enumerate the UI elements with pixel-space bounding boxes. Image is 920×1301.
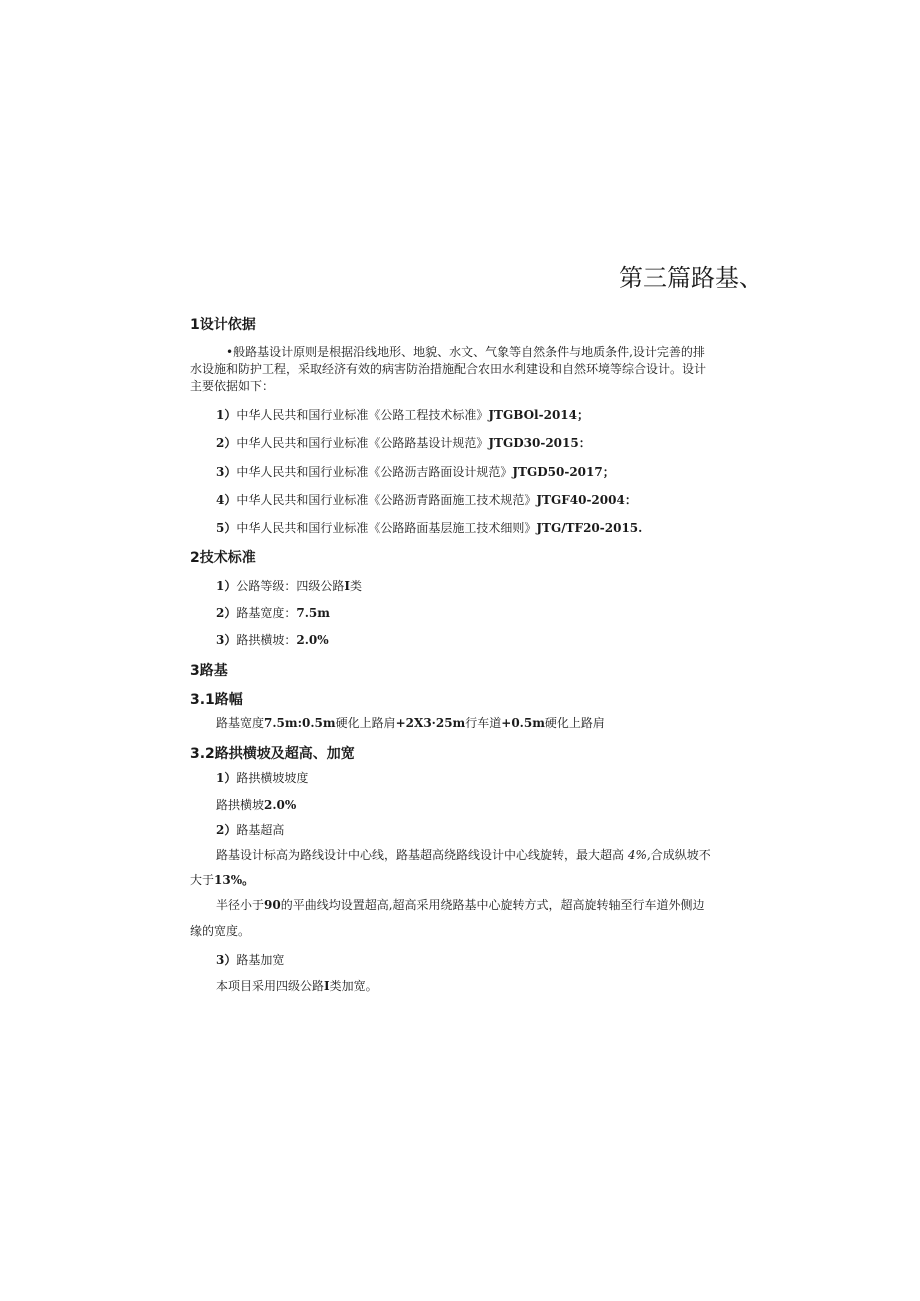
- item-label: 路基宽度：: [236, 606, 297, 620]
- ref-code: JTG/TF20-2015.: [536, 521, 643, 535]
- value: I: [324, 979, 330, 993]
- chapter-title: 第三篇路基、: [619, 264, 763, 292]
- text: 行车道: [465, 716, 502, 730]
- section-2-heading: 2技术标准: [190, 550, 256, 566]
- reference-item: [216, 519, 642, 536]
- text: 大于: [190, 873, 215, 887]
- item-number: 3）: [216, 953, 237, 967]
- widening-line: [216, 977, 378, 994]
- item-label: 路基超高: [236, 823, 285, 837]
- value: +0.5m: [501, 716, 545, 730]
- text: 硬化上路肩: [335, 716, 396, 730]
- value: +2X3·25m: [395, 716, 466, 730]
- item-label: 路拱横坡：: [236, 633, 297, 647]
- ref-text: 中华人民共和国行业标准《公路沥青路面施工技术规范》: [236, 493, 537, 507]
- value: 90: [264, 898, 281, 912]
- reference-item: [216, 406, 589, 423]
- text: 合成纵坡不: [650, 848, 711, 862]
- ref-number: 3）: [216, 465, 237, 479]
- standard-item: [216, 604, 330, 621]
- item-number: 3）: [216, 633, 237, 647]
- intro-line: 主要依据如下：: [190, 379, 275, 393]
- item-label: 路拱横坡坡度: [236, 771, 309, 785]
- section-3-2-heading: 3.2路拱横坡及超高、加宽: [190, 746, 355, 762]
- ref-code: JTGF40-2004：: [536, 493, 637, 507]
- ref-number: 4）: [216, 493, 237, 507]
- value: 4%,: [627, 848, 651, 862]
- value: 13%。: [214, 873, 255, 887]
- item-value: 7.5m: [296, 606, 330, 620]
- ref-number: 2）: [216, 436, 237, 450]
- ref-text: 中华人民共和国行业标准《公路路面基层施工技术细则》: [236, 521, 537, 535]
- ref-text: 中华人民共和国行业标准《公路工程技术标准》: [236, 408, 489, 422]
- text: 本项目采用四级公路: [216, 979, 325, 993]
- text: 路基宽度: [216, 716, 265, 730]
- subsection-widening: [216, 951, 284, 968]
- intro-line: •般路基设计原则是根据沿线地形、地貌、水文、气象等自然条件与地质条件,设计完善的排: [226, 345, 705, 359]
- reference-item: [216, 434, 591, 451]
- ref-code: JTGD50-2017；: [512, 465, 615, 479]
- ref-text: 中华人民共和国行业标准《公路路基设计规范》: [236, 436, 489, 450]
- ref-code: JTGBOl-2014；: [488, 408, 589, 422]
- item-number: 2）: [216, 606, 237, 620]
- superelevation-para-line1: [216, 846, 711, 863]
- text: 路基设计标高为路线设计中心线，路基超高绕路线设计中心线旋转，最大超高: [216, 848, 625, 862]
- intro-line: 水设施和防护工程，采取经济有效的病害防治措施配合农田水利建设和自然环境等综合设计。设计: [190, 362, 707, 376]
- item-number: 1）: [216, 579, 237, 593]
- standard-item: [216, 631, 329, 648]
- item-value: 2.0%: [296, 633, 329, 647]
- radius-para-line1: [216, 896, 705, 913]
- superelevation-para-line2: [190, 871, 254, 888]
- item-number: 2）: [216, 823, 237, 837]
- item-label: 公路等级：四级公路: [236, 579, 345, 593]
- ref-code: JTGD30-2015：: [488, 436, 591, 450]
- text: 类加宽。: [329, 979, 378, 993]
- ref-text: 中华人民共和国行业标准《公路沥吉路面设计规范》: [236, 465, 513, 479]
- standard-item: [216, 577, 362, 594]
- subsection-slope: [216, 769, 308, 786]
- text: 路拱横坡: [216, 798, 265, 812]
- item-number: 1）: [216, 771, 237, 785]
- roadbed-width-line: [216, 714, 605, 731]
- item-suffix: 类: [350, 579, 363, 593]
- section-1-heading: 1设计依据: [190, 317, 256, 333]
- value: 7.5m:0.5m: [264, 716, 336, 730]
- value: 2.0%: [264, 798, 297, 812]
- reference-item: [216, 463, 615, 480]
- text: 半径小于: [216, 898, 265, 912]
- ref-number: 5）: [216, 521, 237, 535]
- section-3-heading: 3路基: [190, 663, 228, 679]
- section-3-1-heading: 3.1路幅: [190, 692, 243, 708]
- radius-para-line2: 缘的宽度。: [190, 924, 251, 938]
- text: 的平曲线均设置超高,超高采用绕路基中心旋转方式，超高旋转轴至行车道外侧边: [280, 898, 705, 912]
- text: 硬化上路肩: [544, 716, 605, 730]
- item-value: I: [344, 579, 350, 593]
- ref-number: 1）: [216, 408, 237, 422]
- subsection-superelevation: [216, 821, 284, 838]
- section-1-intro: [190, 344, 758, 395]
- item-label: 路基加宽: [236, 953, 285, 967]
- reference-item: [216, 491, 637, 508]
- slope-value-line: [216, 796, 296, 813]
